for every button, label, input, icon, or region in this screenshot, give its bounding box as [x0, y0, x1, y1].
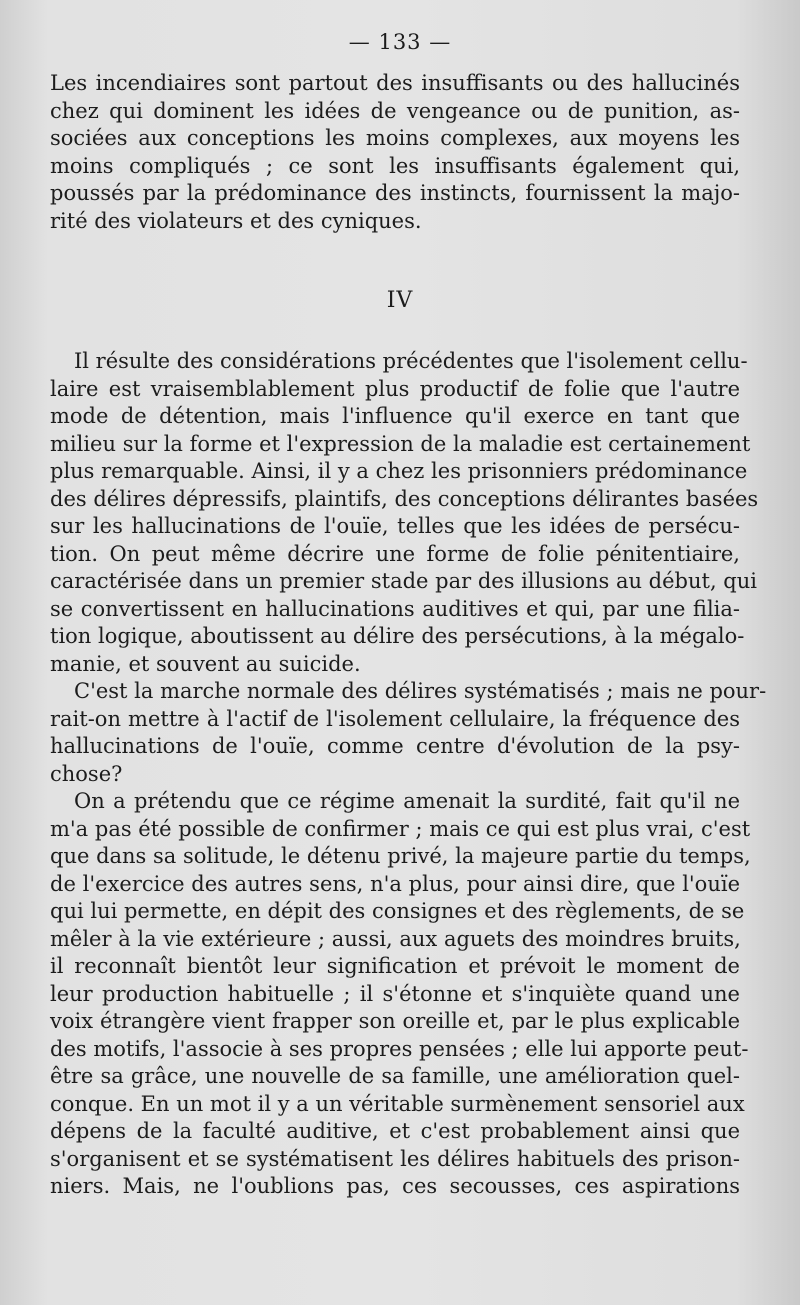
text-line: Les incendiaires sont partout des insuffisants ou des hallucinés [50, 71, 740, 95]
text-line: moins compliqués ; ce sont les insuffisants également qui, [50, 153, 740, 178]
text-line: milieu sur la forme et l'expression de la maladie est certainement [50, 431, 751, 456]
text-line: hallucinations de l'ouïe, comme centre d'évolution de la psy- [50, 734, 740, 758]
text-line: m'a pas été possible de confirmer ; mais ce qui est plus vrai, c'est [50, 816, 751, 841]
text-line: qui lui permette, en dépit des consignes et des règlements, de se [50, 899, 745, 923]
text-line: des délires dépressifs, plaintifs, des conceptions délirantes basées [50, 486, 759, 511]
text-line: conque. En un mot il y a un véritable surmènement sensoriel aux [50, 1091, 745, 1116]
section-heading: IV [386, 288, 414, 313]
text-line: caractérisée dans un premier stade par des illusions au début, qui [50, 569, 757, 593]
text-line: que dans sa solitude, le détenu privé, la majeure partie du temps, [50, 844, 751, 868]
text-line: s'organisent et se systématisent les délires habituels des prison- [50, 1146, 740, 1171]
text-line: leur production habituelle ; il s'étonne et s'inquiète quand une [50, 981, 740, 1006]
text-line: tion. On peut même décrire une forme de folie pénitentiaire, [50, 541, 740, 566]
text-line: rait-on mettre à l'actif de l'isolement cellulaire, la fréquence des [50, 706, 740, 731]
text-line: chose? [50, 761, 123, 786]
text-line: rité des violateurs et des cyniques. [50, 208, 422, 233]
text-line: sociées aux conceptions les moins complexes, aux moyens les [50, 126, 740, 150]
text-line: sur les hallucinations de l'ouïe, telles que les idées de persécu- [50, 514, 740, 538]
text-line: il reconnaît bientôt leur signification et prévoit le moment de [50, 954, 740, 978]
text-line: manie, et souvent au suicide. [50, 651, 361, 676]
body-text [50, 348, 767, 1201]
text-line: tion logique, aboutissent au délire des persécutions, à la mégalo- [50, 624, 745, 648]
text-line: poussés par la prédominance des instincts, fournissent la majo- [50, 181, 740, 205]
text-line: des motifs, l'associe à ses propres pensées ; elle lui apporte peut- [50, 1036, 749, 1061]
text-line: chez qui dominent les idées de vengeance ou de punition, as- [50, 98, 740, 123]
text-line: laire est vraisemblablement plus productif de folie que l'autre [50, 376, 740, 401]
text-line: dépens de la faculté auditive, et c'est probablement ainsi que [50, 1119, 740, 1143]
text-line: plus remarquable. Ainsi, il y a chez les prisonniers prédominance [50, 459, 748, 483]
text-line: se convertissent en hallucinations auditives et qui, par une filia- [50, 596, 740, 621]
text-line: On a prétendu que ce régime amenait la surdité, fait qu'il ne [74, 789, 740, 813]
text-line: mêler à la vie extérieure ; aussi, aux aguets des moindres bruits, [50, 926, 741, 951]
text-line: être sa grâce, une nouvelle de sa famille, une amélioration quel- [50, 1064, 740, 1088]
text-line: voix étrangère vient frapper son oreille et, par le plus explicable [50, 1009, 740, 1033]
text-line: de l'exercice des autres sens, n'a plus, pour ainsi dire, que l'ouïe [50, 871, 740, 896]
text-line: Il résulte des considérations précédentes que l'isolement cellu- [74, 349, 748, 373]
text-line: C'est la marche normale des délires systématisés ; mais ne pour- [74, 679, 767, 703]
paragraph-incendiaires [50, 70, 740, 235]
page-number: — 133 — [348, 30, 452, 54]
text-line: niers. Mais, ne l'oublions pas, ces secousses, ces aspirations [50, 1174, 740, 1198]
text-line: mode de détention, mais l'influence qu'il exerce en tant que [50, 404, 740, 428]
